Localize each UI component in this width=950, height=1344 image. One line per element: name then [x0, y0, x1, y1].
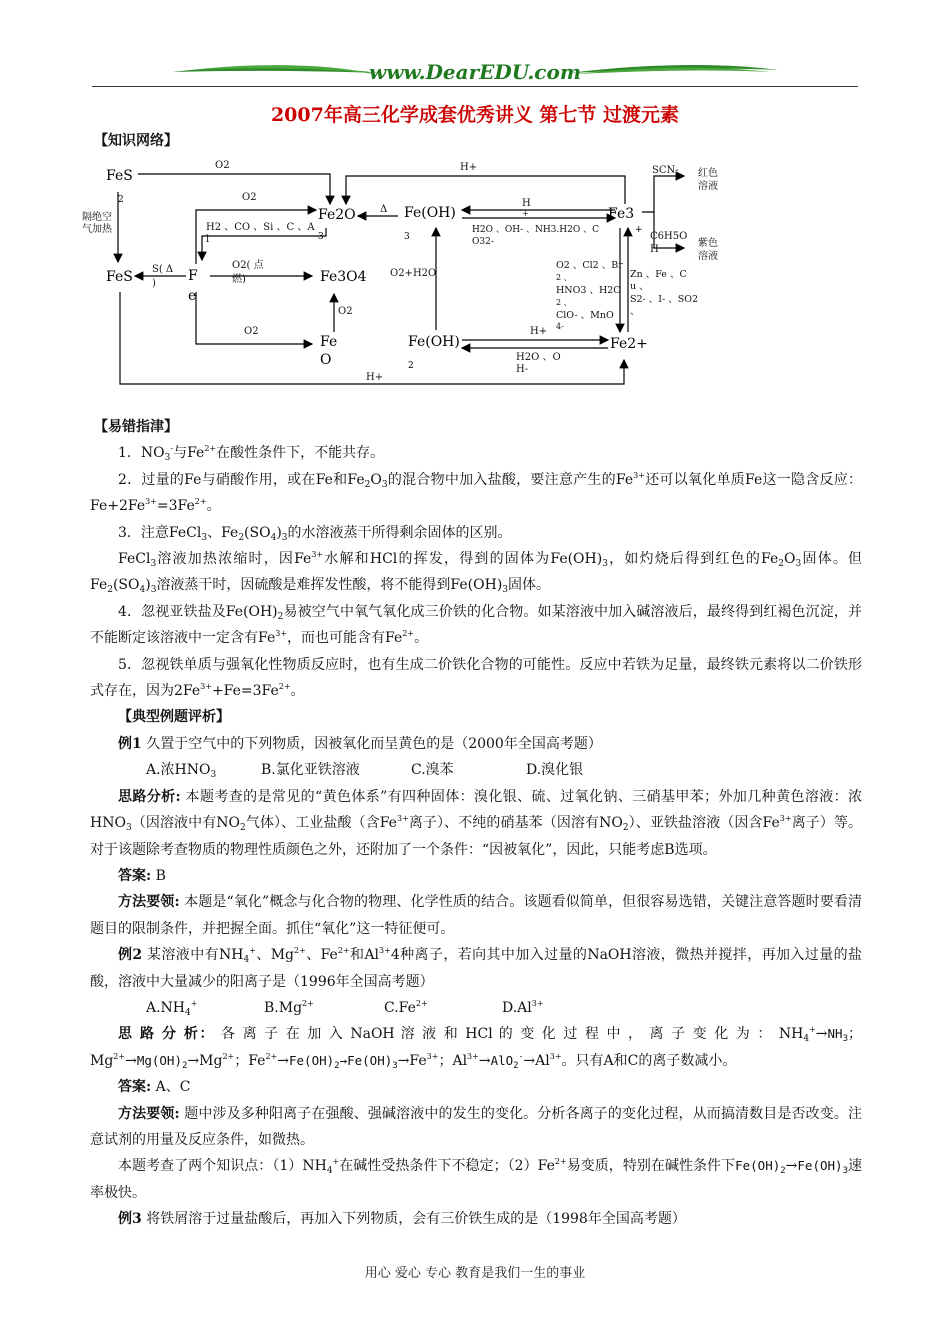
svg-text:2: 2 [408, 361, 414, 371]
example-1-question: 例1 久置于空气中的下列物质，因被氧化而呈黄色的是（2000年全国高考题） [118, 735, 602, 752]
svg-text:溶液: 溶液 [698, 251, 718, 262]
svg-text:H2 、CO 、Si 、C 、A: H2 、CO 、Si 、C 、A [206, 222, 315, 233]
svg-text:隔绝空: 隔绝空 [82, 212, 112, 223]
section-knowledge-network: 【知识网络】 [94, 133, 178, 149]
svg-text:H: H [650, 244, 659, 255]
section-pitfalls: 【易错指津】 [94, 419, 178, 435]
section-examples: 【典型例题评析】 [118, 709, 230, 726]
arrow-fe3-to-fe2o3-top [346, 176, 625, 204]
example-2-analysis: 思 路 分 析： 各 离 子 在 加 入 NaOH 溶 液 和 HCl 的 变 化 过 程 中 ， 离 子 变 化 为 ： $NH_4^+\to NH_3$；$Mg^{2+}\to Mg(OH)_2\to Mg^{2+}$；$Fe^{2+}\to Fe(OH)_2\to Fe(OH)_3\to Fe^{3+}$；$Al^{3+}\to AlO_2^-\to Al^{3+}$。只有A和C的离子数减小。 [90, 1025, 862, 1071]
node-fes2: FeS [106, 168, 133, 184]
svg-text:Zn 、Fe 、C: Zn 、Fe 、C [630, 269, 687, 280]
svg-text:O2( 点: O2( 点 [232, 260, 264, 271]
svg-text:气加热: 气加热 [82, 224, 112, 235]
svg-text:O2: O2 [215, 160, 230, 171]
site-logo: www.DearEDU.com [368, 60, 582, 84]
svg-text:l: l [206, 234, 210, 245]
svg-text:+: + [635, 225, 643, 235]
svg-text:2 、: 2 、 [556, 298, 572, 307]
svg-text:Δ: Δ [380, 204, 388, 215]
svg-text:C6H5O: C6H5O [650, 231, 688, 242]
svg-text:O2: O2 [244, 326, 259, 337]
node-fe3: Fe3 [608, 206, 635, 222]
example-2-note: 本题考查了两个知识点：$(1)NH_4^+$在碱性受热条件下不稳定；$(2)Fe^{2+}$易变质，特别在碱性条件下$Fe(OH)_2\to Fe(OH)_3$速率极快。 [90, 1157, 863, 1201]
svg-text:H+: H+ [366, 372, 384, 383]
pitfall-4: 4．忽视亚铁盐及$Fe(OH)_2$易被空气中氧气氧化成三价铁的化合物。如某溶液中加入碱溶液后，最终得到红褐色沉淀，并不能断定该溶液中一定含有$Fe^{3+}$，而也可能含有$Fe^{2+}$。 [90, 603, 862, 647]
svg-text:SCN-: SCN- [652, 165, 679, 176]
svg-text:O: O [320, 352, 332, 368]
svg-text:H-: H- [516, 364, 529, 375]
example-2-method: 方法要领: 题中涉及多种阳离子在强酸、强碱溶液中的发生的变化。分析各离子的变化过程，从而搞清数目是否改变。注意试剂的用量及反应条件，如微热。 [90, 1105, 863, 1148]
pitfall-2: 2．过量的Fe与硝酸作用，或在Fe和$Fe_2O_3$的混合物中加入盐酸，要注意产生的$Fe^{3+}$还可以氧化单质Fe这一隐含反应：$Fe+2Fe^{3+}=3Fe^{2+}$。 [90, 470, 863, 515]
svg-text:O2: O2 [242, 192, 257, 203]
svg-text:O2: O2 [338, 306, 353, 317]
example-1-options: A.浓$HNO_3$ B.氯化亚铁溶液 C.溴苯 D.溴化银 [146, 762, 584, 781]
arrow-fe3-to-scn [642, 176, 684, 212]
svg-text:S( Δ: S( Δ [152, 264, 174, 275]
node-fe: F [188, 268, 198, 284]
svg-text:紫色: 紫色 [698, 238, 718, 249]
iron-transformation-diagram [80, 152, 780, 397]
svg-text:O32-: O32- [472, 237, 494, 247]
svg-text:H2O 、OH- 、NH3.H2O 、C: H2O 、OH- 、NH3.H2O 、C [472, 225, 599, 235]
svg-text:ClO- 、MnO: ClO- 、MnO [556, 310, 614, 321]
svg-text:e: e [188, 288, 197, 304]
pitfall-1: 1．$NO_3^-$与$Fe^{2+}$在酸性条件下，不能共存。 [118, 444, 385, 464]
document-body [90, 414, 862, 1233]
page-footer: 用心 爱心 专心 教育是我们一生的事业 [364, 1266, 586, 1281]
svg-text:S2- 、I- 、SO2: S2- 、I- 、SO2 [630, 294, 699, 305]
svg-text:3: 3 [404, 232, 410, 242]
node-feo: Fe [320, 334, 338, 350]
svg-text:u 、: u 、 [630, 281, 649, 292]
svg-text:+: + [522, 209, 529, 218]
arrow-fe3-to-c6h5oh [654, 212, 684, 248]
pitfall-3-detail: FeCl$_3$溶液加热浓缩时，因$Fe^{3+}$水解和HCl的挥发，得到的固体为$Fe(OH)_3$，如灼烧后得到红色的$Fe_2O_3$固体。但$Fe_2(SO_4)_3$溶液蒸干时，因硫酸是难挥发性酸，将不能得到$Fe(OH)_3$固体。 [90, 550, 863, 596]
svg-text:HNO3 、H2O: HNO3 、H2O [556, 285, 622, 296]
example-2-options: $A.NH_4^+$ $B.Mg^{2+}$ $C.Fe^{2+}$ $D.Al^{3+}$ [146, 998, 544, 1018]
svg-text:3: 3 [318, 232, 324, 242]
svg-text:H2O 、O: H2O 、O [516, 352, 561, 363]
node-feoh2: Fe(OH) [408, 334, 460, 350]
example-1-analysis: 思路分析: 本题考查的是常见的“黄色体系”有四种固体：溴化银、硫、过氧化钠、三硝基甲苯；外加几种黄色溶液：浓$HNO_3$（因溶液中有$NO_2$气体）、工业盐酸（含$Fe^{3+}$离子）、不纯的硝基苯（因溶有$NO_2$）、亚铁盐溶液（因含$Fe^{3+}$离子）等。对于该题除考查物质的物理性质颜色之外，还附加了一个条件：“因被氧化”，因此，只能考虑B选项。 [90, 788, 863, 858]
svg-text:H+: H+ [460, 162, 478, 173]
arrow-fes2-to-fe2o3 [138, 174, 330, 204]
node-fe2o3: Fe2O [318, 207, 356, 223]
header-rule [92, 86, 858, 87]
example-2-question: 例2 某溶液中有$NH_4^+$、$Mg^{2+}$、$Fe^{2+}$和$Al^{3+}4$种离子，若向其中加入过量的NaOH溶液，微热并搅拌，再加入过量的盐酸，溶液中大量减少的阳离子是（1996年全国高考题） [90, 946, 862, 990]
node-feoh3: Fe(OH) [404, 205, 456, 221]
svg-text:H: H [522, 198, 531, 209]
page-title: 2007年高三化学成套优秀讲义 第七节 过渡元素 [270, 104, 680, 126]
svg-text:O2+H2O: O2+H2O [390, 268, 437, 279]
arrow-fe-to-fe2o3 [196, 210, 316, 264]
svg-text:溶液: 溶液 [698, 181, 718, 192]
svg-text:2: 2 [118, 195, 124, 205]
example-2-answer: 答案: A、C [118, 1079, 191, 1096]
pitfall-3: 3．注意FeCl$_3$、$Fe_2(SO_4)_3$的水溶液蒸干所得剩余固体的区别。 [118, 524, 512, 543]
node-fes: FeS [106, 269, 133, 285]
svg-text:H+: H+ [530, 326, 548, 337]
pitfall-5: 5．忽视铁单质与强氧化性物质反应时，也有生成二价铁化合物的可能性。反应中若铁为足量，最终铁元素将以二价铁形式存在，因为$2Fe^{3+}+Fe=3Fe^{2+}$。 [90, 656, 862, 700]
example-3-question: 例3 将铁屑溶于过量盐酸后，再加入下列物质，会有三价铁生成的是（1998年全国高考题） [118, 1211, 686, 1228]
svg-text:): ) [152, 278, 156, 289]
svg-text:O2 、Cl2 、Br: O2 、Cl2 、Br [556, 260, 623, 271]
example-1-method: 方法要领: 本题是“氧化”概念与化合物的物理、化学性质的结合。该题看似简单，但很容易选错，关键注意答题时要看清题目的限制条件，并把握全面。抓住“氧化”这一特征便可。 [90, 894, 863, 937]
svg-text:、: 、 [630, 306, 640, 317]
node-fe3o4: Fe3O4 [320, 269, 367, 285]
svg-text:红色: 红色 [698, 168, 718, 179]
svg-text:2 、: 2 、 [556, 273, 572, 282]
example-1-answer: 答案: B [118, 867, 166, 884]
node-fe2: Fe2+ [610, 336, 648, 352]
svg-text:燃): 燃) [232, 274, 246, 285]
svg-text:4-: 4- [556, 322, 564, 331]
